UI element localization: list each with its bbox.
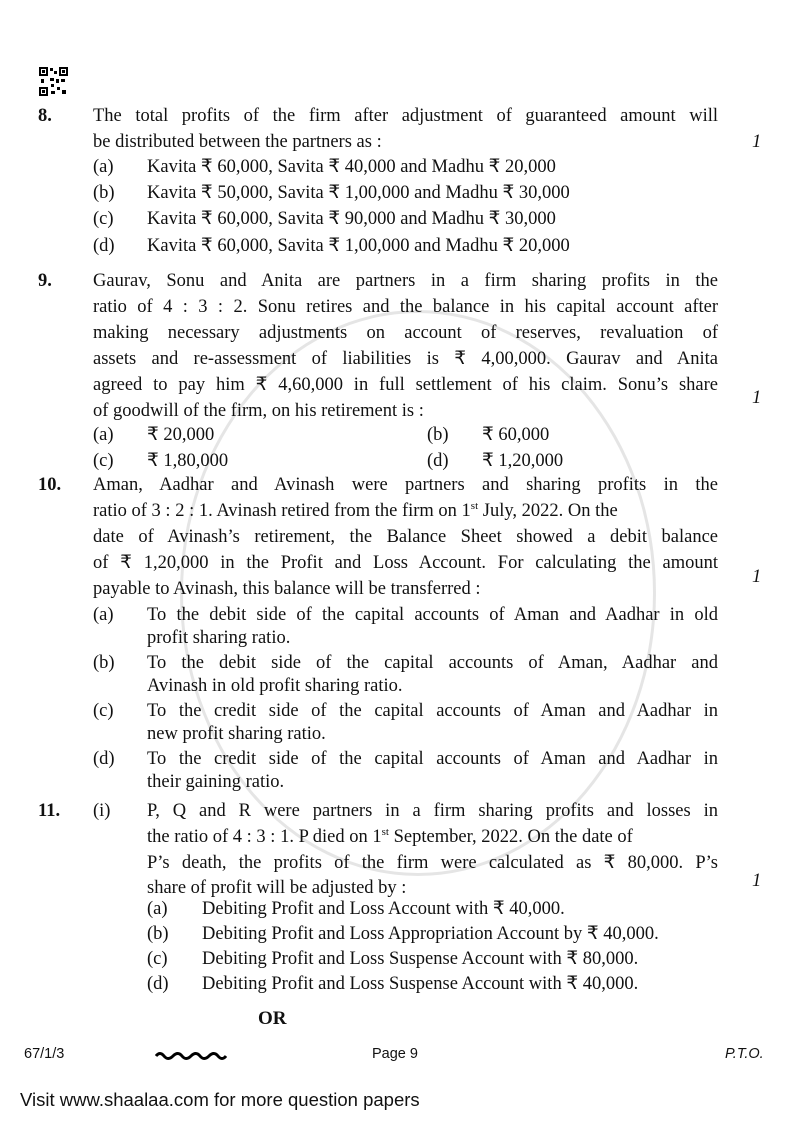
question-text: making necessary adjustments on account of reserves, revaluation of (93, 323, 718, 343)
option-text: new profit sharing ratio. (147, 724, 326, 744)
question-text: of ₹ 1,20,000 in the Profit and Loss Account. For calculating the amount (93, 553, 718, 573)
option-text: their gaining ratio. (147, 772, 285, 792)
question-text: payable to Avinash, this balance will be transferred : (93, 579, 481, 599)
option-label: (c) (93, 451, 114, 471)
superscript: st (381, 825, 389, 838)
option-label: (a) (93, 605, 114, 625)
option-label: (d) (93, 236, 115, 256)
option-label: (b) (147, 924, 169, 944)
question-text: assets and re-assessment of liabilities is ₹ 4,00,000. Gaurav and Anita (93, 349, 718, 369)
wave-ornament-icon (155, 1051, 227, 1061)
question-text: The total profits of the firm after adjustment of guaranteed amount will (93, 106, 718, 126)
option-label: (a) (93, 425, 114, 445)
or-separator: OR (258, 1008, 287, 1029)
option-text: Kavita ₹ 50,000, Savita ₹ 1,00,000 and Madhu ₹ 30,000 (147, 183, 570, 203)
question-number: 10. (38, 475, 62, 495)
text-part: July, 2022. On the (478, 501, 618, 521)
option-text: Avinash in old profit sharing ratio. (147, 676, 403, 696)
option-text: Kavita ₹ 60,000, Savita ₹ 40,000 and Madhu ₹ 20,000 (147, 157, 556, 177)
option-label: (c) (93, 209, 114, 229)
part-label: (i) (93, 801, 111, 821)
option-text: To the credit side of the capital accounts of Aman and Aadhar in (147, 749, 718, 769)
question-text: share of profit will be adjusted by : (147, 878, 407, 898)
option-label: (b) (93, 653, 115, 673)
question-text: Aman, Aadhar and Avinash were partners and sharing profits in the (93, 475, 718, 495)
option-label: (b) (427, 425, 449, 445)
question-text: of goodwill of the firm, on his retirement is : (93, 401, 424, 421)
option-text: ₹ 1,20,000 (482, 451, 564, 471)
text-part: September, 2022. On the date of (389, 827, 633, 847)
option-text: Debiting Profit and Loss Account with ₹ 40,000. (202, 899, 565, 919)
option-label: (c) (147, 949, 168, 969)
option-text: Debiting Profit and Loss Suspense Account with ₹ 40,000. (202, 974, 639, 994)
option-label: (d) (93, 749, 115, 769)
option-text: To the credit side of the capital accounts of Aman and Aadhar in (147, 701, 718, 721)
option-label: (d) (147, 974, 169, 994)
text-part: the ratio of 4 : 3 : 1. P died on 1 (147, 827, 382, 847)
question-text: date of Avinash’s retirement, the Balance Sheet showed a debit balance (93, 527, 718, 547)
marks: 1 (752, 132, 762, 152)
pto-label: P.T.O. (725, 1046, 764, 1062)
marks: 1 (752, 871, 762, 891)
question-text (93, 500, 618, 522)
question-text: ratio of 4 : 3 : 2. Sonu retires and the balance in his capital account after (93, 297, 718, 317)
option-label: (d) (427, 451, 449, 471)
text-part: ratio of 3 : 2 : 1. Avinash retired from the firm on 1 (93, 501, 471, 521)
option-label: (a) (93, 157, 114, 177)
question-text: Gaurav, Sonu and Anita are partners in a firm sharing profits in the (93, 271, 718, 291)
question-number: 11. (38, 801, 61, 821)
question-number: 9. (38, 271, 52, 291)
question-text: be distributed between the partners as : (93, 132, 382, 152)
question-number: 8. (38, 106, 52, 126)
question-text: P, Q and R were partners in a firm sharing profits and losses in (147, 801, 718, 821)
option-label: (c) (93, 701, 114, 721)
question-text: agreed to pay him ₹ 4,60,000 in full settlement of his claim. Sonu’s share (93, 375, 718, 395)
option-text: ₹ 20,000 (147, 425, 215, 445)
option-text: Debiting Profit and Loss Suspense Account with ₹ 80,000. (202, 949, 639, 969)
option-text: To the debit side of the capital accounts of Aman and Aadhar in old (147, 605, 718, 625)
marks: 1 (752, 567, 762, 587)
question-text (147, 826, 633, 848)
option-text: Kavita ₹ 60,000, Savita ₹ 1,00,000 and Madhu ₹ 20,000 (147, 236, 570, 256)
option-text: profit sharing ratio. (147, 628, 291, 648)
page-number: Page 9 (372, 1046, 418, 1062)
option-text: Debiting Profit and Loss Appropriation Account by ₹ 40,000. (202, 924, 659, 944)
option-label: (b) (93, 183, 115, 203)
option-text: Kavita ₹ 60,000, Savita ₹ 90,000 and Madhu ₹ 30,000 (147, 209, 556, 229)
qr-code-icon (39, 67, 68, 96)
paper-code: 67/1/3 (24, 1046, 65, 1062)
question-text: P’s death, the profits of the firm were calculated as ₹ 80,000. P’s (147, 853, 718, 873)
option-label: (a) (147, 899, 168, 919)
superscript: st (470, 499, 479, 512)
option-text: ₹ 1,80,000 (147, 451, 229, 471)
marks: 1 (752, 388, 762, 408)
option-text: To the debit side of the capital accounts of Aman, Aadhar and (147, 653, 718, 673)
visit-link[interactable]: Visit www.shaalaa.com for more question papers (20, 1089, 420, 1110)
option-text: ₹ 60,000 (482, 425, 550, 445)
